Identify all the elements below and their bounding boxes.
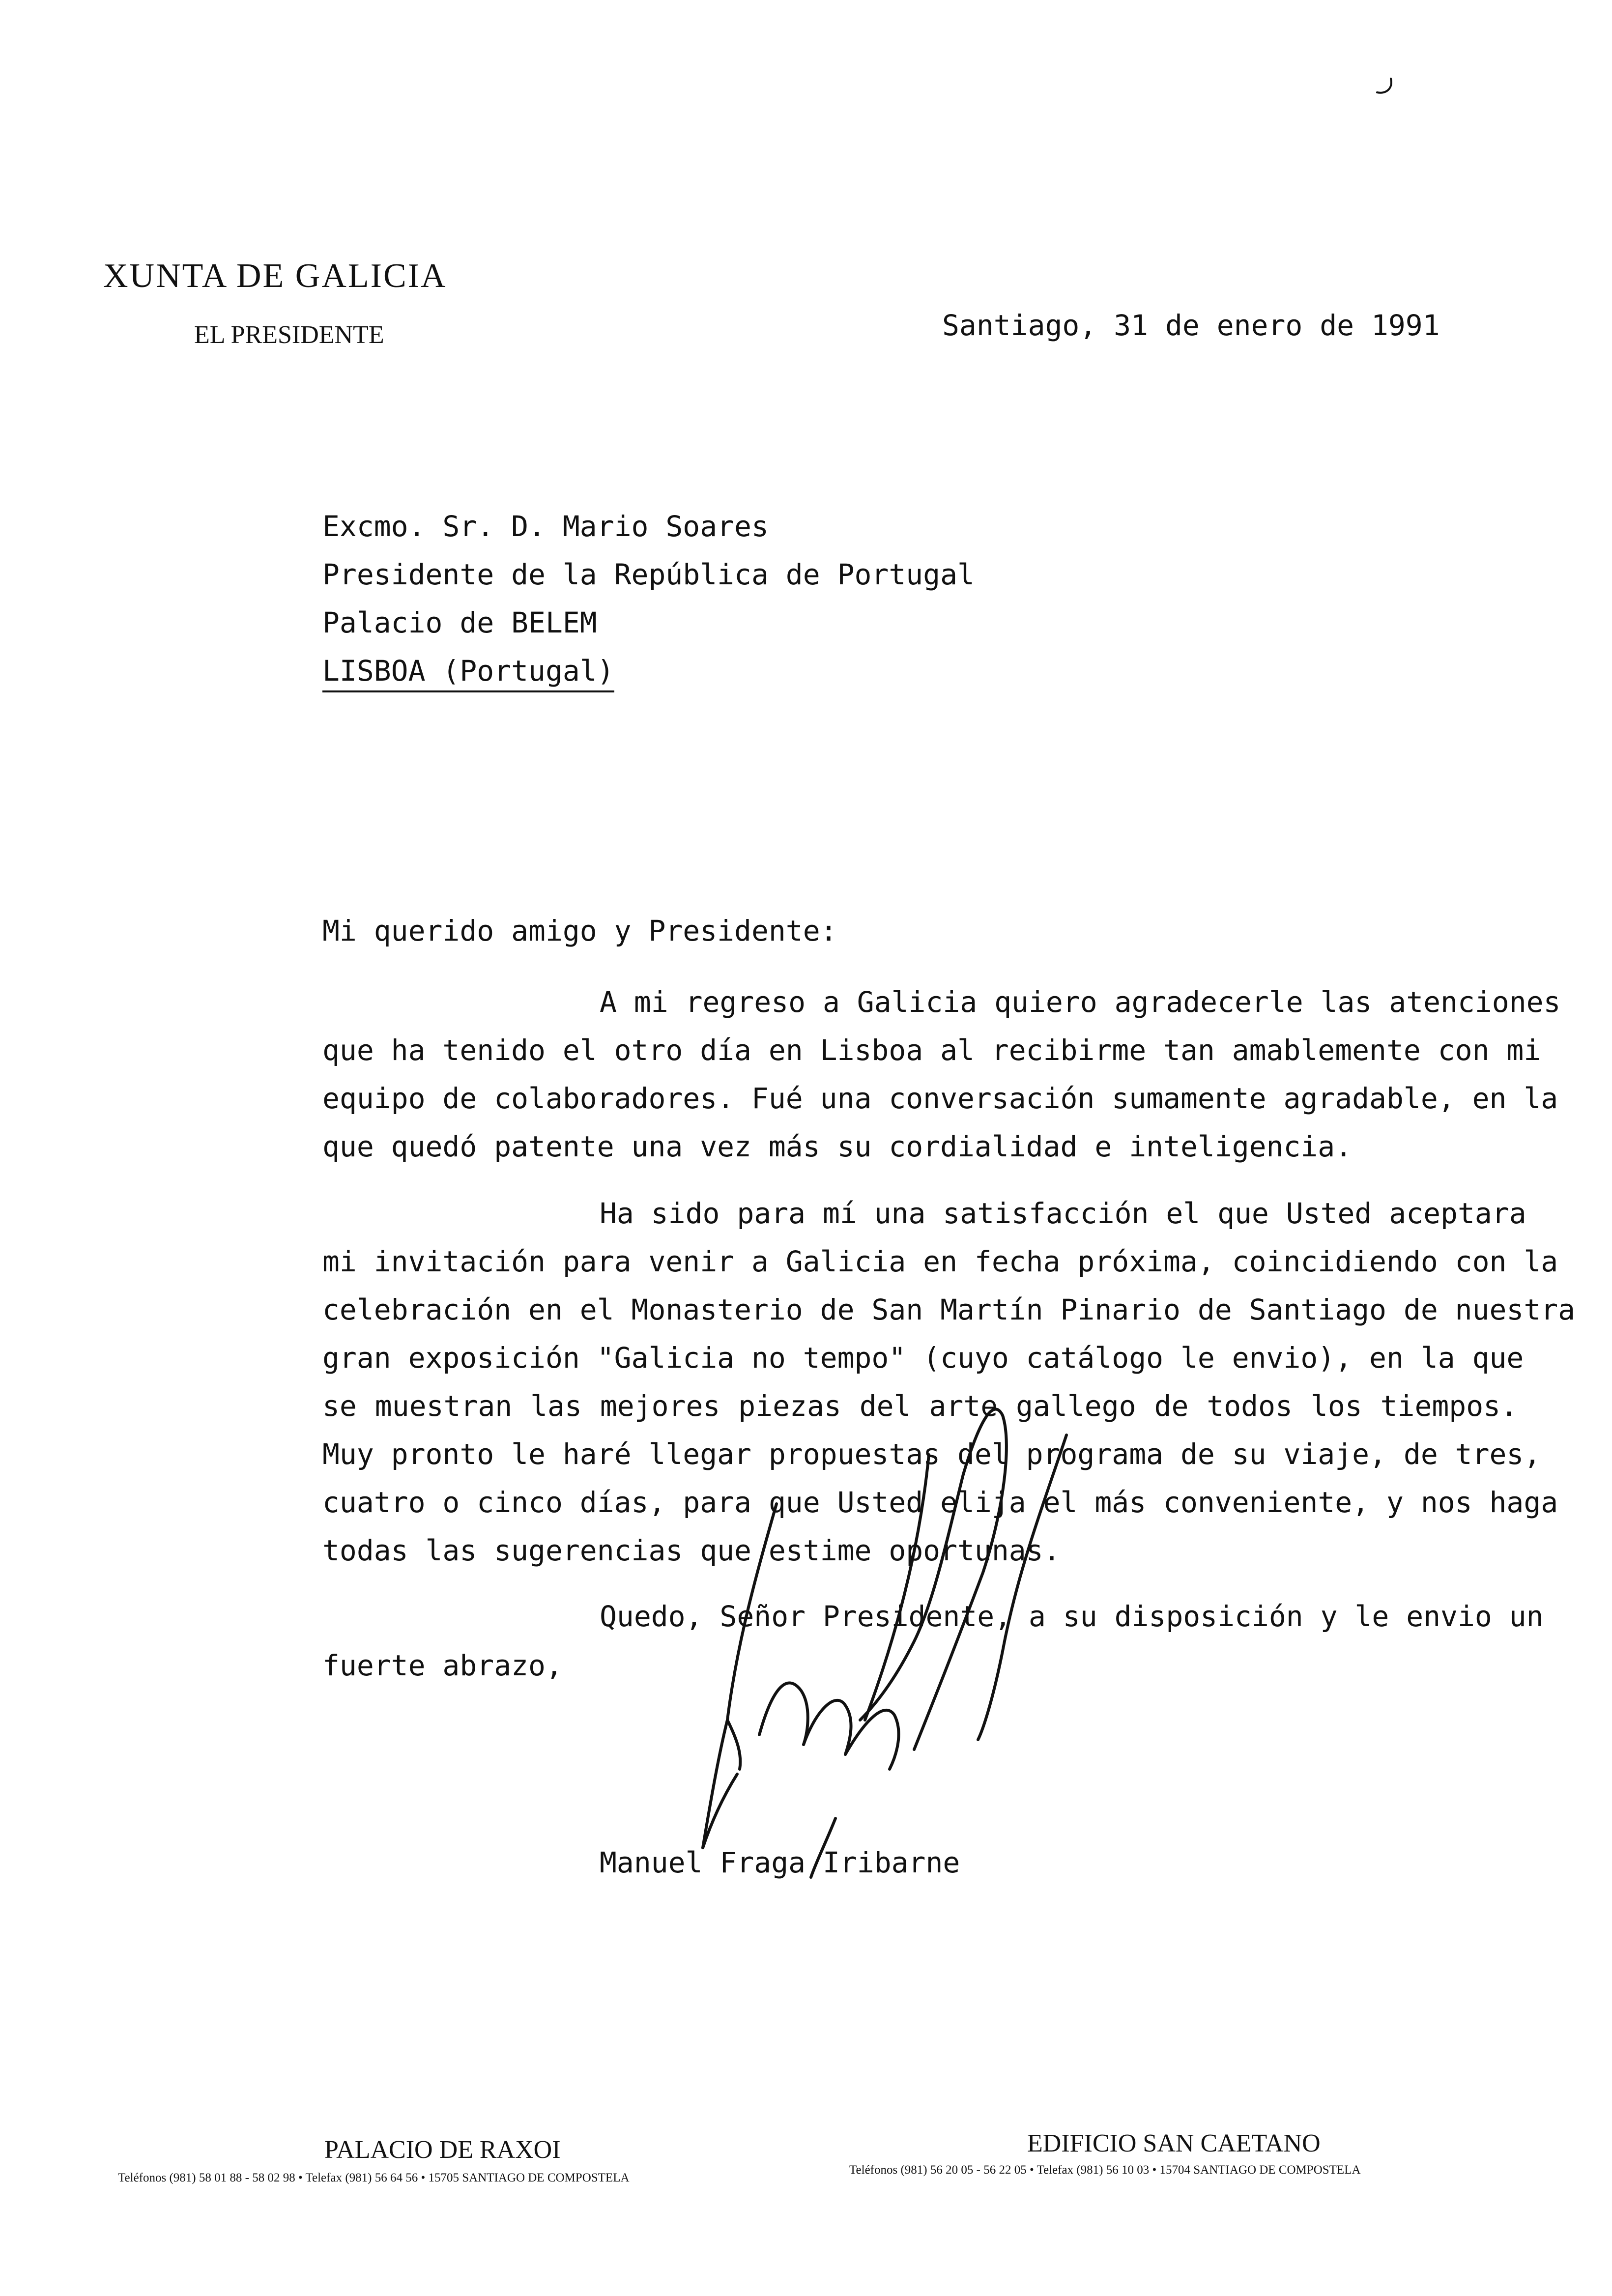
footer-right-details: Teléfonos (981) 56 20 05 - 56 22 05 • Telefax (981) 56 10 03 • 15704 SANTIAGO DE COMPOSTELA xyxy=(849,2163,1361,2177)
body-paragraph xyxy=(322,978,1561,1171)
handwritten-signature xyxy=(639,1297,1081,1887)
paragraph-line: se muestran las mejores piezas del arte gallego de todos los tiempos. xyxy=(322,1389,1518,1423)
footer-right-name: EDIFICIO SAN CAETANO xyxy=(1027,2129,1321,2157)
signer-name: Manuel Fraga Iribarne xyxy=(600,1846,960,1879)
paragraph-line: A mi regreso a Galicia quiero agradecerle las atenciones xyxy=(600,985,1561,1019)
salutation: Mi querido amigo y Presidente: xyxy=(322,914,837,947)
paragraph-line: cuatro o cinco días, para que Usted elija el más conveniente, y nos haga xyxy=(322,1486,1558,1519)
paragraph-line: Ha sido para mí una satisfacción el que Usted aceptara xyxy=(600,1197,1526,1230)
recipient-line: Excmo. Sr. D. Mario Soares xyxy=(322,510,769,543)
pen-mark-icon xyxy=(1371,74,1401,103)
paragraph-line: celebración en el Monasterio de San Martín Pinario de Santiago de nuestra xyxy=(322,1293,1576,1326)
recipient-line: Presidente de la República de Portugal xyxy=(322,558,975,591)
footer-left-name: PALACIO DE RAXOI xyxy=(324,2136,561,2164)
paragraph-line: que ha tenido el otro día en Lisboa al recibirme tan amablemente con mi xyxy=(322,1033,1541,1067)
paragraph-line: gran exposición "Galicia no tempo" (cuyo catálogo le envio), en la que xyxy=(322,1341,1524,1375)
paragraph-line: Muy pronto le haré llegar propuestas del programa de su viaje, de tres, xyxy=(322,1437,1541,1471)
recipient-line: Palacio de BELEM xyxy=(322,606,597,639)
letterhead-office: EL PRESIDENTE xyxy=(194,321,384,349)
closing-line: fuerte abrazo, xyxy=(322,1649,563,1682)
paragraph-line: equipo de colaboradores. Fué una conversación sumamente agradable, en la xyxy=(322,1082,1558,1115)
paragraph-line: mi invitación para venir a Galicia en fecha próxima, coincidiendo con la xyxy=(322,1245,1558,1278)
date-line: Santiago, 31 de enero de 1991 xyxy=(942,309,1440,342)
recipient-address xyxy=(322,502,975,695)
paragraph-line: que quedó patente una vez más su cordialidad e inteligencia. xyxy=(322,1130,1353,1163)
footer-left-details: Teléfonos (981) 58 01 88 - 58 02 98 • Telefax (981) 56 64 56 • 15705 SANTIAGO DE COMPOSTELA xyxy=(118,2171,630,2184)
closing-line: Quedo, Señor Presidente, a su disposición y le envio un xyxy=(600,1600,1544,1633)
recipient-city: LISBOA (Portugal) xyxy=(322,651,614,692)
paragraph-line: todas las sugerencias que estime oportunas. xyxy=(322,1534,1061,1567)
letterhead-organization: XUNTA DE GALICIA xyxy=(103,257,447,295)
